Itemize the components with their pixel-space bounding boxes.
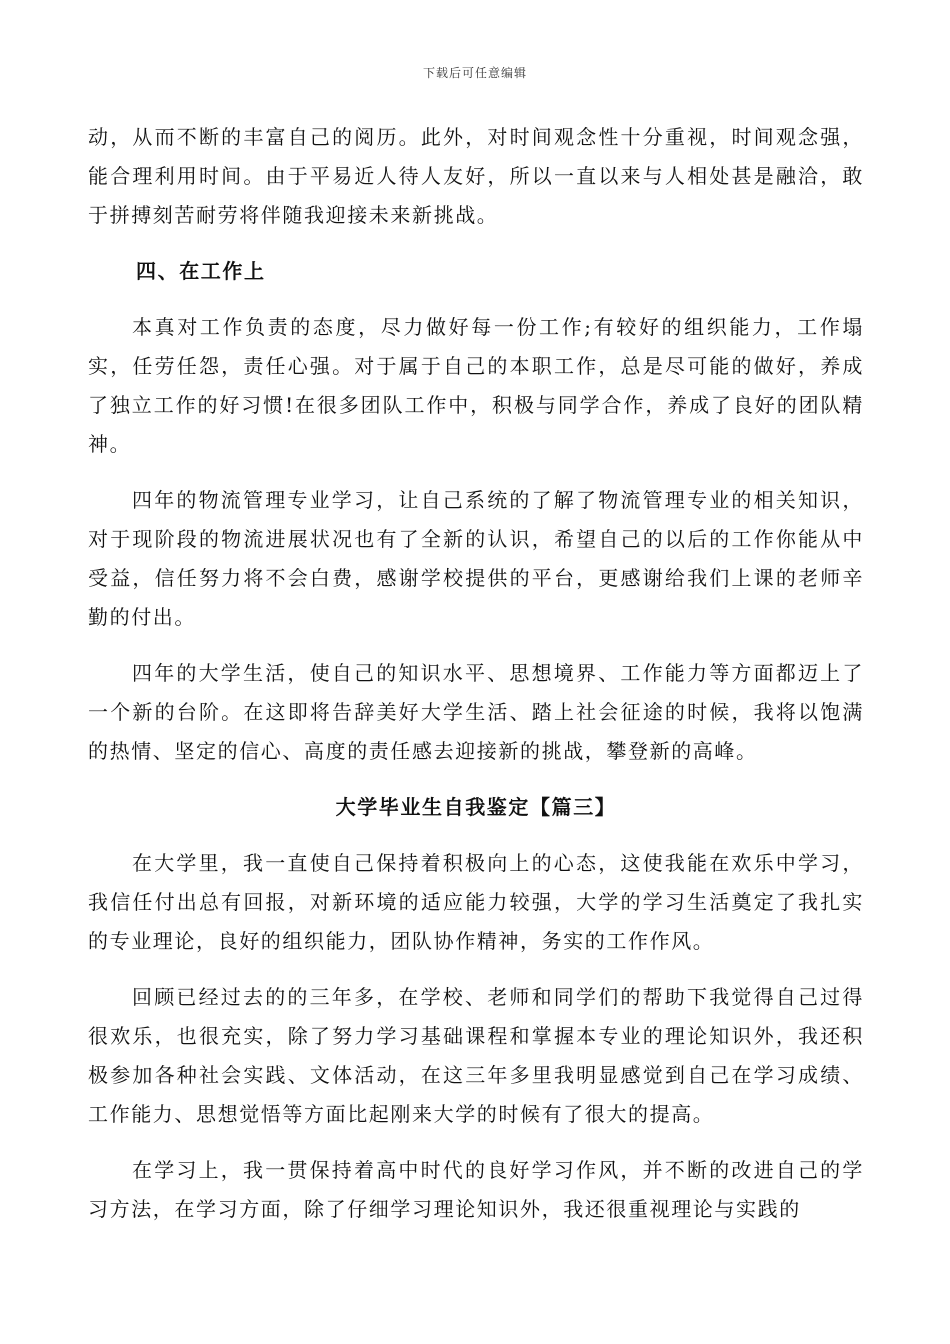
section-heading-work: 四、在工作上: [136, 259, 266, 283]
paragraph-review: 回顾已经过去的的三年多，在学校、老师和同学们的帮助下我觉得自己过得很欢乐，也很充实，除了努力学习基础课程和掌握本专业的理论知识外，我还积极参加各种社会实践、文体活动，在这三年多里我明显感觉到自己在学习成绩、工作能力、思想觉悟等方面比起刚来大学的时候有了很大的提高。: [88, 985, 864, 1126]
paragraph-positive-attitude: 在大学里，我一直使自己保持着积极向上的心态，这使我能在欢乐中学习，我信任付出总有回报，对新环境的适应能力较强，大学的学习生活奠定了我扎实的专业理论，良好的组织能力，团队协作精神，务实的工作作风。: [88, 851, 864, 953]
section-title-part-three: 大学毕业生自我鉴定【篇三】: [335, 795, 617, 819]
paragraph-work-attitude: 本真对工作负责的态度，尽力做好每一份工作;有较好的组织能力，工作塌实，任劳任怨，责任心强。对于属于自己的本职工作，总是尽可能的做好，养成了独立工作的好习惯!在很多团队工作中，积极与同学合作，养成了良好的团队精神。: [88, 315, 864, 456]
document-body: [88, 118, 864, 1229]
paragraph-study: 在学习上，我一贯保持着高中时代的良好学习作风，并不断的改进自己的学习方法，在学习方面，除了仔细学习理论知识外，我还很重视理论与实践的: [88, 1158, 864, 1221]
paragraph-continuation: 动，从而不断的丰富自己的阅历。此外，对时间观念性十分重视，时间观念强，能合理利用时间。由于平易近人待人友好，所以一直以来与人相处甚是融洽，敢于拼搏刻苦耐劳将伴随我迎接未来新挑战。: [88, 125, 864, 227]
paragraph-logistics-study: 四年的物流管理专业学习，让自己系统的了解了物流管理专业的相关知识，对于现阶段的物流进展状况也有了全新的认识，希望自己的以后的工作你能从中受益，信任努力将不会白费，感谢学校提供的平台，更感谢给我们上课的老师辛勤的付出。: [88, 488, 864, 629]
page-header-note: 下载后可任意编辑: [422, 66, 527, 80]
paragraph-university-life: 四年的大学生活，使自己的知识水平、思想境界、工作能力等方面都迈上了一个新的台阶。在这即将告辞美好大学生活、踏上社会征途的时候，我将以饱满的热情、坚定的信心、高度的责任感去迎接新的挑战，攀登新的高峰。: [88, 661, 864, 763]
